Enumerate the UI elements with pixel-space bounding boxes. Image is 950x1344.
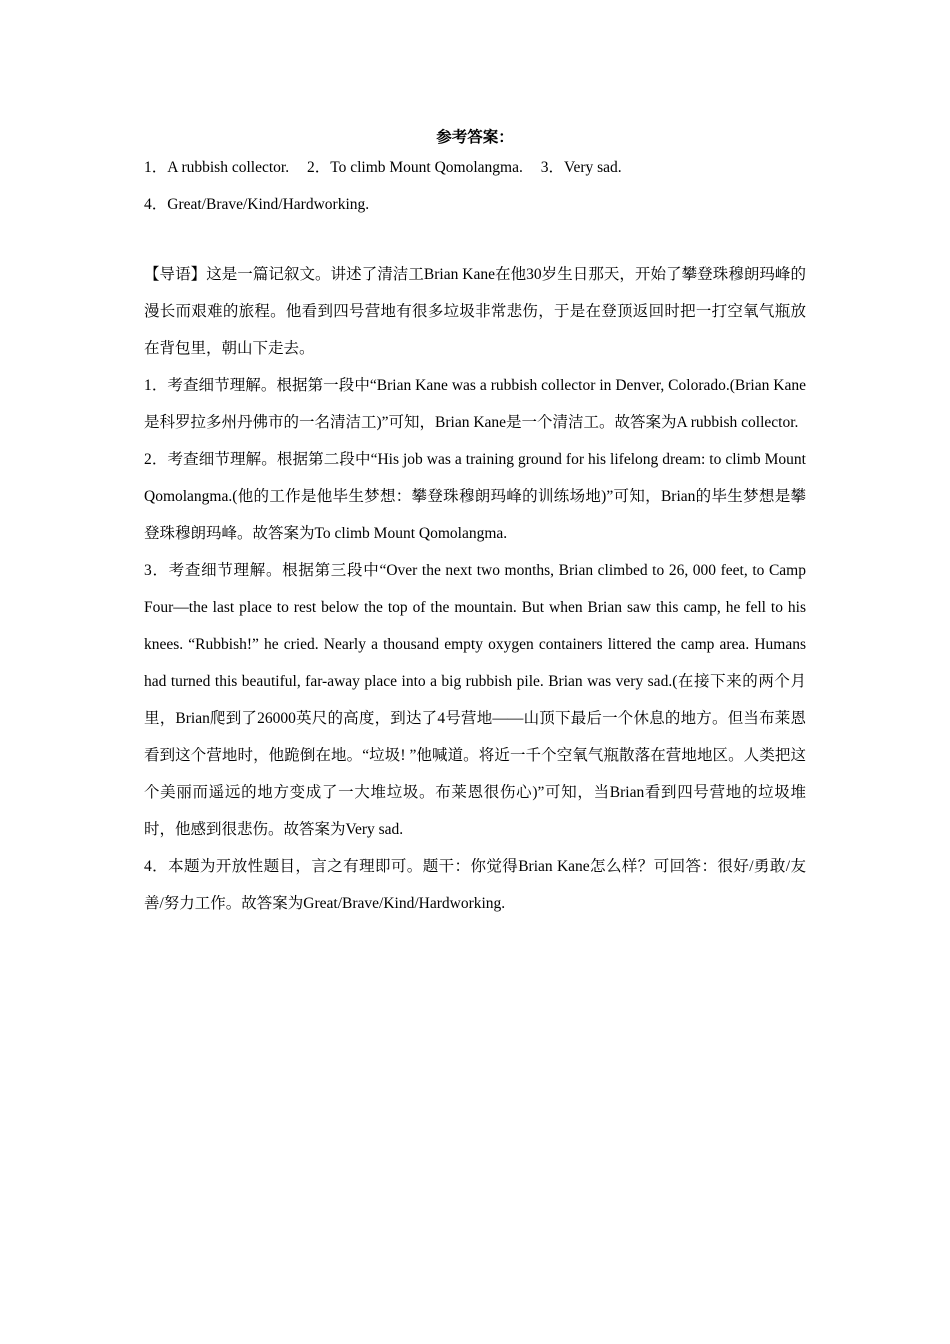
section-gap	[144, 223, 806, 256]
explanation-1: 1．考查细节理解。根据第一段中“Brian Kane was a rubbish collector in Denver, Colorado.(Brian Kane是科罗拉多州丹佛市的一名清洁工)”可知，Brian Kane是一个清洁工。故答案为A rubbish collector.	[144, 377, 806, 431]
intro-paragraph: 【导语】这是一篇记叙文。讲述了清洁工Brian Kane在他30岁生日那天，开始了攀登珠穆朗玛峰的漫长而艰难的旅程。他看到四号营地有很多垃圾非常悲伤，于是在登顶返回时把一打空氧气瓶放在背包里，朝山下走去。	[144, 266, 806, 357]
answer-3: 3．Very sad.	[540, 159, 622, 176]
answers-line-1	[144, 149, 806, 186]
document-body	[144, 127, 806, 922]
answer-2: 2．To climb Mount Qomolangma.	[306, 159, 523, 176]
answers-line-2: 4．Great/Brave/Kind/Hardworking.	[144, 196, 370, 213]
page-title: 参考答案：	[436, 129, 514, 146]
explanation-2: 2．考查细节理解。根据第二段中“His job was a training ground for his lifelong dream: to climb Mount Qomolangma.(他的工作是他毕生梦想：攀登珠穆朗玛峰的训练场地)”可知，Brian的毕生梦想是攀登珠穆朗玛峰。故答案为To climb Mount Qomolangma.	[144, 451, 806, 542]
explanation-3: 3．考查细节理解。根据第三段中“Over the next two months, Brian climbed to 26, 000 feet, to Camp Four—the last place to rest below the top of the mountain. But when Brian saw this camp, he fell to his knees. “Rubbish!” he cried. Nearly a thousand empty oxygen containers littered the camp area. Humans had turned this beautiful, far-away place into a big rubbish pile. Brian was very sad.(在接下来的两个月里，Brian爬到了26000英尺的高度，到达了4号营地——山顶下最后一个休息的地方。但当布莱恩看到这个营地时，他跪倒在地。“垃圾! ”他喊道。将近一千个空氧气瓶散落在营地地区。人类把这个美丽而遥远的地方变成了一大堆垃圾。布莱恩很伤心)”可知，当Brian看到四号营地的垃圾堆时，他感到很悲伤。故答案为Very sad.	[144, 562, 806, 838]
explanation-4: 4．本题为开放性题目，言之有理即可。题干：你觉得Brian Kane怎么样？可回答：很好/勇敢/友善/努力工作。故答案为Great/Brave/Kind/Hardworking.	[144, 858, 806, 912]
answer-1: 1．A rubbish collector.	[144, 159, 290, 176]
